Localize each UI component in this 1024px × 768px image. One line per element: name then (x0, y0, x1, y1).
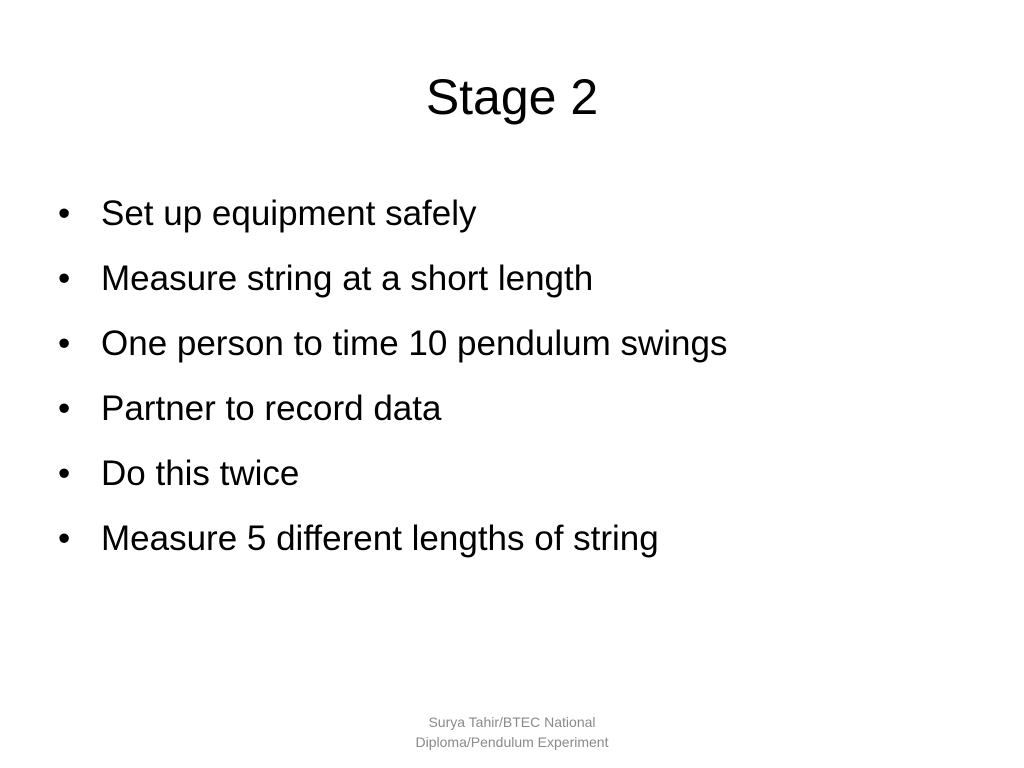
bullet-text: Partner to record data (101, 389, 442, 428)
bullet-text: Do this twice (101, 454, 300, 493)
bullet-icon: • (58, 194, 71, 233)
bullet-icon: • (58, 389, 71, 428)
bullet-list (58, 186, 958, 576)
bullet-icon: • (58, 454, 71, 493)
bullet-text: One person to time 10 pendulum swings (101, 324, 728, 363)
footer-line: Diploma/Pendulum Experiment (415, 734, 609, 750)
slide-footer (0, 712, 1024, 752)
bullet-text: Measure string at a short length (101, 259, 594, 298)
bullet-item (58, 381, 958, 446)
bullet-item (58, 511, 958, 576)
bullet-item (58, 251, 958, 316)
bullet-item (58, 446, 958, 511)
bullet-item (58, 186, 958, 251)
bullet-icon: • (58, 324, 71, 363)
footer-line: Surya Tahir/BTEC National (428, 714, 596, 730)
bullet-text: Set up equipment safely (101, 194, 477, 233)
bullet-text: Measure 5 different lengths of string (101, 519, 659, 558)
bullet-icon: • (58, 519, 71, 558)
bullet-item (58, 316, 958, 381)
bullet-icon: • (58, 259, 71, 298)
slide-title: Stage 2 (425, 69, 599, 125)
